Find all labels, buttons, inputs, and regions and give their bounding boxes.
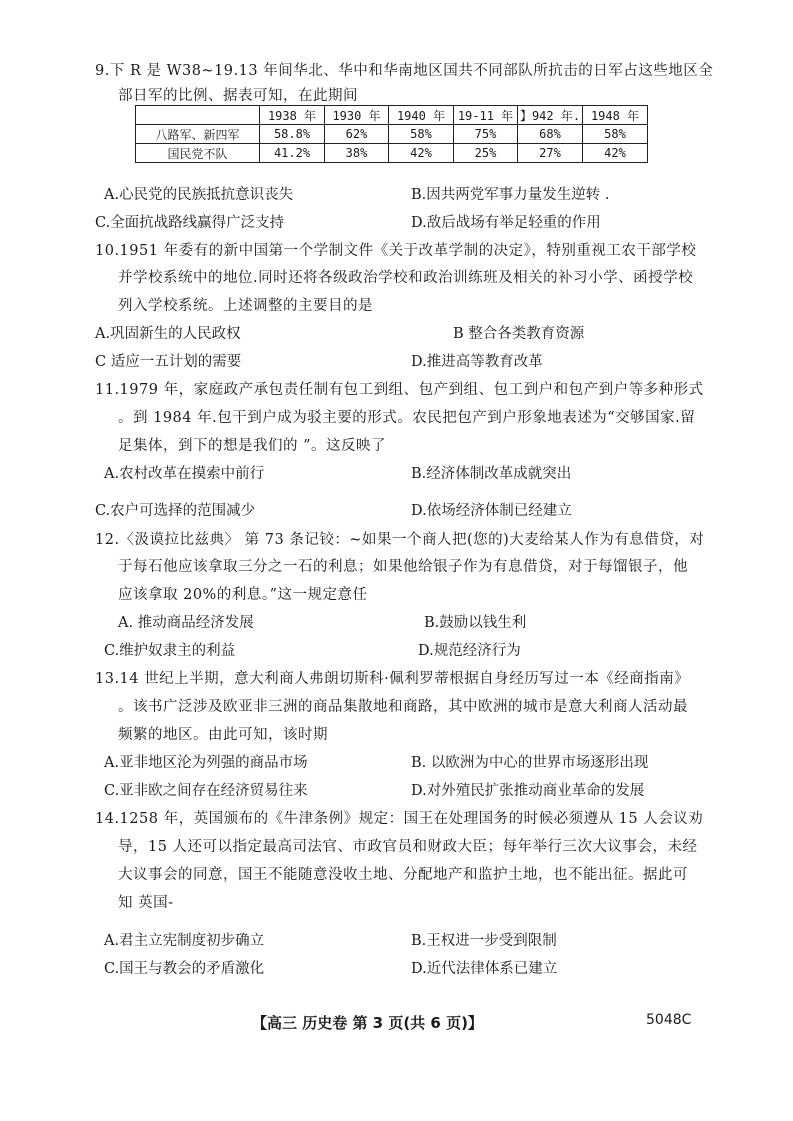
question-14-option-c: C.国王与教会的矛盾激化 (104, 961, 265, 977)
question-11-line-1: 11.1979 年，家庭政产承包责任制有包工到组、包产到组、包工到户和包产到户等多种形式 (95, 382, 704, 398)
table-cell: 58% (583, 125, 648, 144)
table-cell: 42% (389, 144, 454, 163)
table-row (136, 125, 648, 144)
table-header-cell: 19-11 年 (454, 106, 518, 125)
table-row (136, 144, 648, 163)
question-10-option-b: B 整合各类教育资源 (453, 326, 585, 342)
table-cell: 25% (454, 144, 518, 163)
table-header-row (136, 106, 648, 125)
question-9-line-1: 9.下 R 是 W38~19.13 年间华北、华中和华南地区国共不同部队所抗击的日军占这些地区全 (95, 63, 714, 79)
question-10-line-2: 并学校系统中的地位.同时还将各级政治学校和政治训练班及相关的补习小学、函授学校 (118, 270, 694, 286)
table-cell: 27% (518, 144, 583, 163)
question-14-option-a: A.君主立宪制度初步确立 (104, 933, 265, 949)
question-9-option-c: C.全面抗战路线赢得广泛支持 (95, 215, 285, 231)
question-14-line-2: 导，15 人还可以指定最高司法官、市政官员和财政大臣；每年举行三次大议事会，未经 (118, 839, 698, 855)
question-12-option-b: B.鼓励以钱生利 (424, 615, 527, 631)
question-12-option-a: A. 推动商品经济发展 (118, 615, 254, 631)
question-11-option-c: C.农户可选择的范围减少 (95, 503, 256, 519)
table-cell: 38% (325, 144, 389, 163)
question-10-option-d: D.推进高等教育改革 (411, 354, 543, 370)
exam-code: 5048C (646, 1012, 692, 1028)
table-header-cell: 1948 年 (583, 106, 648, 125)
table-cell: 41.2% (260, 144, 325, 163)
question-11-line-2: 。到 1984 年.包干到户成为驳主要的形式。农民把包产到户形象地表述为“交够国家.留 (118, 410, 696, 426)
question-14-option-d: D.近代法律体系已建立 (411, 961, 558, 977)
question-13-option-b: B. 以欧洲为中心的世界市场逐形出现 (411, 755, 649, 771)
table-cell: 国民党不队 (136, 144, 260, 163)
question-9-option-a: A.心民党的民族抵抗意识丧失 (104, 187, 294, 203)
question-13-line-1: 13.14 世纪上半期，意大利商人弗朗切斯科·佩利罗蒂根据自身经历写过一本《经商指南》 (95, 671, 690, 687)
question-13-option-d: D.对外殖民扩张推动商业革命的发展 (411, 783, 645, 799)
question-10-line-3: 列入学校系统。上述调整的主要目的是 (118, 298, 373, 314)
question-10-line-1: 10.1951 年委有的新中国第一个学制文件《关于改革学制的决定》，特别重视工农干部学校 (95, 243, 697, 259)
question-12-option-c: C.维护奴隶主的利益 (104, 643, 236, 659)
question-12-line-3: 应该拿取 20%的利息。”这一规定意任 (118, 587, 368, 603)
question-10-option-c: C 适应一五计划的需要 (95, 354, 242, 370)
question-14-line-3: 大议事会的同意，国王不能随意没收土地、分配地产和监护土地，也不能出征。据此可 (118, 867, 688, 883)
table-header-cell: 】942 年. (518, 106, 583, 125)
question-12-line-2: 于每石他应该拿取三分之一石的利息；如果他给银子作为有息借贷，对于每馏银子，他 (118, 559, 688, 575)
question-10-option-a: A.巩固新生的人民政权 (95, 326, 241, 342)
question-13-line-2: 。该书广泛涉及欧亚非三洲的商品集散地和商路，其中欧洲的城市是意大利商人活动最 (118, 699, 688, 715)
question-13-option-c: C.亚非欧之间存在经济贸易往来 (104, 783, 308, 799)
question-11-option-b: B.经济体制改革成就突出 (411, 466, 572, 482)
question-12-option-d: D.规范经济行为 (418, 643, 521, 659)
table-cell: 68% (518, 125, 583, 144)
question-11-option-d: D.依场经济体制已经建立 (411, 503, 572, 519)
question-12-line-1: 12.〈汲谟拉比兹典〉 第 73 条记铰：~如果一个商人把(您的)大麦给某人作为有息借贷，对 (95, 532, 705, 548)
table-header-cell: 1930 年 (325, 106, 389, 125)
table-cell: 42% (583, 144, 648, 163)
data-table (135, 105, 648, 163)
question-11-line-3: 足集体，到下的想是我们的 ”。这反映了 (118, 438, 387, 454)
question-14-line-4: 知 英国- (118, 895, 174, 911)
table-cell: 62% (325, 125, 389, 144)
table-cell: 75% (454, 125, 518, 144)
table-cell: 八路军、新四军 (136, 125, 260, 144)
question-14-option-b: B.王权进一步受到限制 (411, 933, 557, 949)
question-9-option-b: B.因共两党军事力量发生逆转 . (411, 187, 610, 203)
page-footer-title: 【高三 历史卷 第 3 页(共 6 页)】 (252, 1014, 483, 1032)
question-9-option-d: D.敌后战场有举足轻重的作用 (411, 215, 601, 231)
question-13-option-a: A.亚非地区沦为列强的商品市场 (104, 755, 308, 771)
question-9-line-2: 部日军的比例、据表可知，在此期间 (118, 88, 358, 104)
question-11-option-a: A.农村改革在摸索中前行 (104, 466, 265, 482)
table-header-cell (136, 106, 260, 125)
table-cell: 58% (389, 125, 454, 144)
table-cell: 58.8% (260, 125, 325, 144)
table-header-cell: 1940 年 (389, 106, 454, 125)
question-14-line-1: 14.1258 年，英国颁布的《牛津条例》规定：国王在处理国务的时候必须遵从 15 人会议劝 (95, 811, 704, 827)
question-13-line-3: 频繁的地区。由此可知，该时期 (118, 727, 328, 743)
table-header-cell: 1938 年 (260, 106, 325, 125)
